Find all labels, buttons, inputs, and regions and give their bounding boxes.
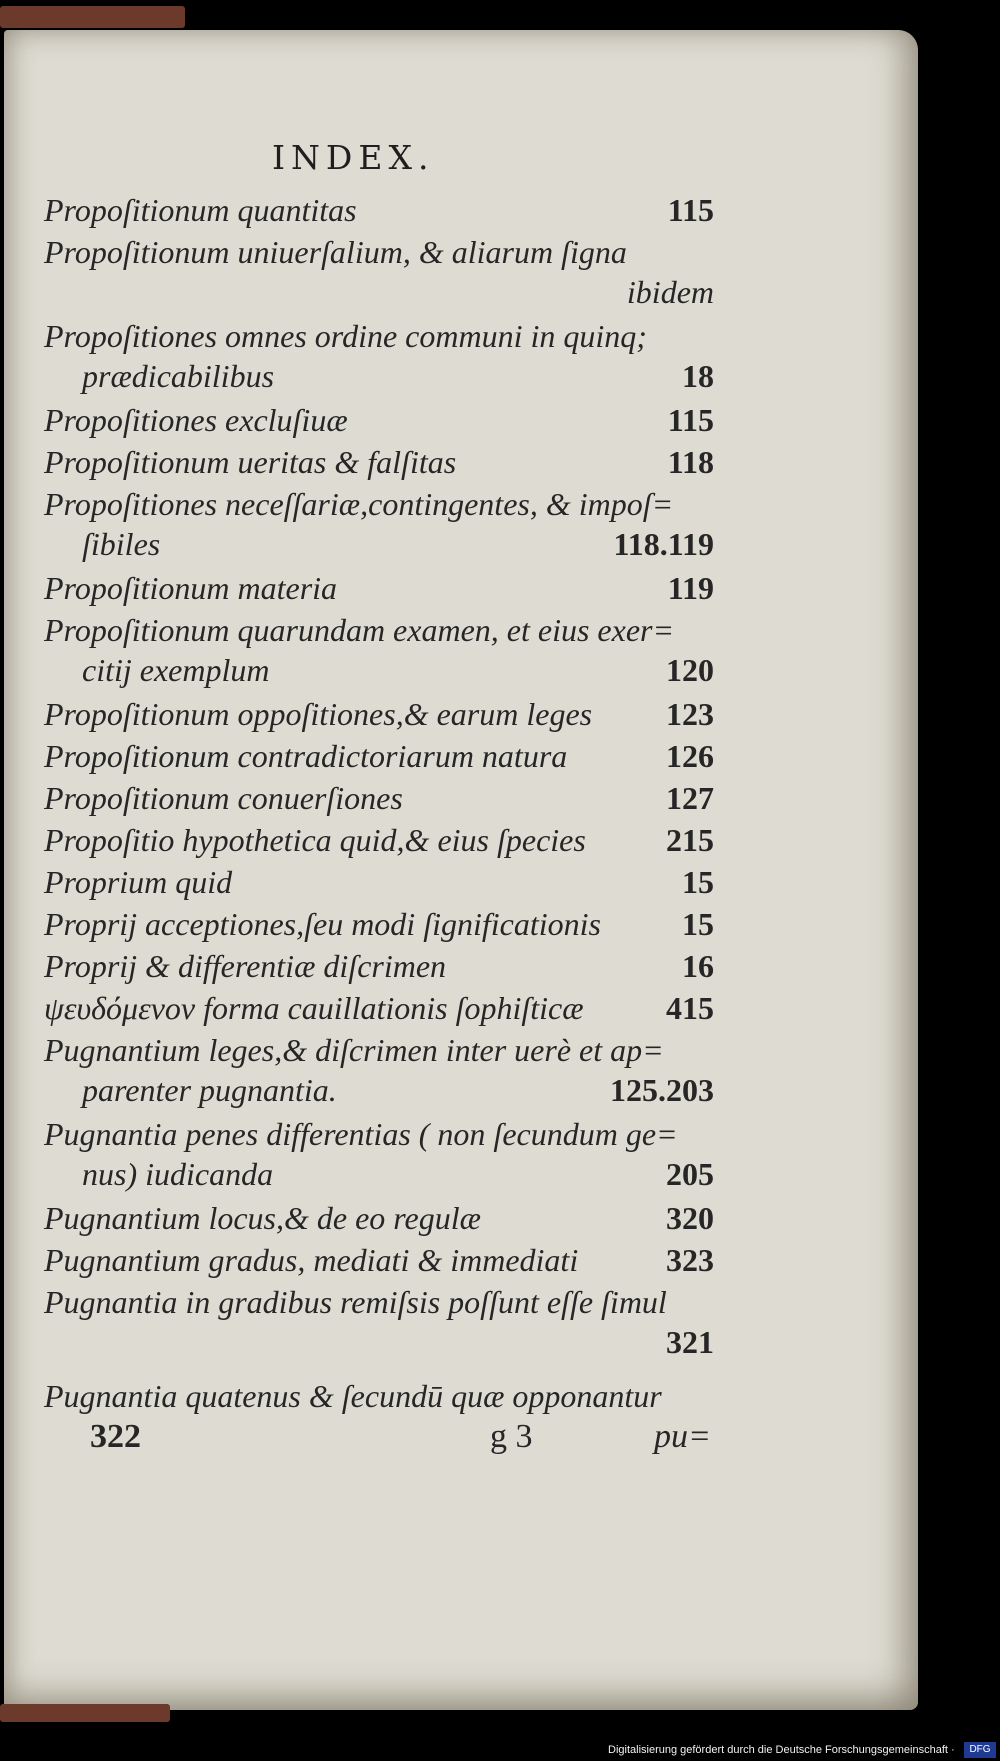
entry-text: Propoſitiones omnes ordine communi in quinq;	[44, 318, 647, 354]
page-number: 126	[666, 738, 714, 774]
page-number: 127	[666, 780, 714, 816]
entry-text: Pugnantium locus,& de eo regulæ	[44, 1200, 481, 1236]
catchword: pu=	[654, 1418, 711, 1455]
index-entry	[44, 1376, 714, 1416]
index-entry	[44, 442, 714, 482]
entry-text: Propoſitionum quantitas	[44, 192, 357, 228]
entry-text-continued	[44, 650, 714, 690]
entry-text: Pugnantium gradus, mediati & immediati	[44, 1242, 579, 1278]
page-number: 18	[682, 358, 714, 394]
index-entry	[44, 946, 714, 986]
dfg-logo: DFG	[964, 1742, 996, 1758]
entry-continuation: ſibiles	[82, 526, 161, 562]
index-entry	[44, 862, 714, 902]
page-number: 119	[667, 570, 714, 606]
entry-text: Pugnantium leges,& diſcrimen inter uerè et ap=	[44, 1032, 664, 1068]
entry-text: Pugnantia in gradibus remiſsis poſſunt eſſe ſimul	[44, 1284, 667, 1320]
index-entry	[44, 904, 714, 944]
index-entry	[44, 568, 714, 608]
page-number: 115	[667, 402, 714, 438]
index-entry	[44, 610, 714, 690]
entry-text-continued	[44, 1070, 714, 1110]
entry-text: ψευδόμενον forma cauillationis ſophiſticæ	[44, 990, 584, 1026]
page-number: 120	[666, 652, 714, 688]
page-number: 115	[667, 192, 714, 228]
index-entry	[44, 316, 714, 396]
page-number: 215	[666, 822, 714, 858]
index-entry	[44, 232, 714, 312]
entry-continuation: prædicabilibus	[82, 358, 275, 394]
entry-text: Pugnantia penes differentias ( non ſecundum ge=	[44, 1116, 678, 1152]
index-entry	[44, 778, 714, 818]
index-entry	[44, 1282, 714, 1362]
entry-text: Propoſitionum contradictoriarum natura	[44, 738, 568, 774]
index-entry	[44, 190, 714, 230]
page-number: ibidem	[626, 274, 714, 310]
entry-text: Propoſitionum materia	[44, 570, 338, 606]
page-heading: INDEX.	[272, 138, 435, 177]
page-number: 415	[666, 990, 714, 1026]
entry-continuation: nus) iudicanda	[82, 1156, 274, 1192]
index-entry	[44, 484, 714, 564]
entry-text: Propoſitiones excluſiuæ	[44, 402, 348, 438]
entry-text: Proprium quid	[44, 864, 233, 900]
page-number: 118	[667, 444, 714, 480]
index-entry	[44, 400, 714, 440]
page-number: 16	[682, 948, 714, 984]
page-number: 15	[682, 864, 714, 900]
page-number: 205	[666, 1156, 714, 1192]
book-edge-top	[0, 6, 185, 28]
entry-text: Propoſitiones neceſſariæ,contingentes, & impoſ=	[44, 486, 674, 522]
index-entry	[44, 736, 714, 776]
entry-text: Propoſitionum quarundam examen, et eius exer=	[44, 612, 675, 648]
entry-text: Propoſitionum ueritas & falſitas	[44, 444, 457, 480]
entry-text-continued	[44, 524, 714, 564]
entry-text: Proprij acceptiones,ſeu modi ſignificationis	[44, 906, 601, 942]
entry-continuation: citij exemplum	[82, 652, 270, 688]
page-number: 123	[666, 696, 714, 732]
entry-text: Propoſitio hypothetica quid,& eius ſpecies	[44, 822, 586, 858]
entry-text: Pugnantia quatenus & ſecundū quæ opponantur	[44, 1378, 662, 1414]
index-entry	[44, 820, 714, 860]
index-entry	[44, 988, 714, 1028]
index-entry	[44, 1030, 714, 1110]
page-number: 125.203	[610, 1072, 714, 1108]
catch-page-number: 322	[90, 1418, 141, 1455]
entry-text-continued	[44, 1154, 714, 1194]
index-entry	[44, 1114, 714, 1194]
entry-continuation: parenter pugnantia.	[82, 1072, 337, 1108]
index-entry	[44, 1198, 714, 1238]
index-entry	[44, 1240, 714, 1280]
digitization-credit: Digitalisierung gefördert durch die Deutsche Forschungsgemeinschaft ·	[608, 1744, 955, 1756]
page-number: 320	[666, 1200, 714, 1236]
page-number: 118.119	[613, 526, 714, 562]
index-entry	[44, 694, 714, 734]
entry-text-continued	[44, 356, 714, 396]
entry-text: Proprij & differentiæ diſcrimen	[44, 948, 447, 984]
page-number: 15	[682, 906, 714, 942]
entry-text: Propoſitionum oppoſitiones,& earum leges	[44, 696, 593, 732]
page-number: 321	[666, 1324, 714, 1360]
signature-mark: g 3	[490, 1418, 533, 1455]
page-number: 323	[666, 1242, 714, 1278]
entry-text: Propoſitionum uniuerſalium, & aliarum ſigna	[44, 234, 627, 270]
book-edge-bottom	[0, 1704, 170, 1722]
entry-text: Propoſitionum conuerſiones	[44, 780, 403, 816]
